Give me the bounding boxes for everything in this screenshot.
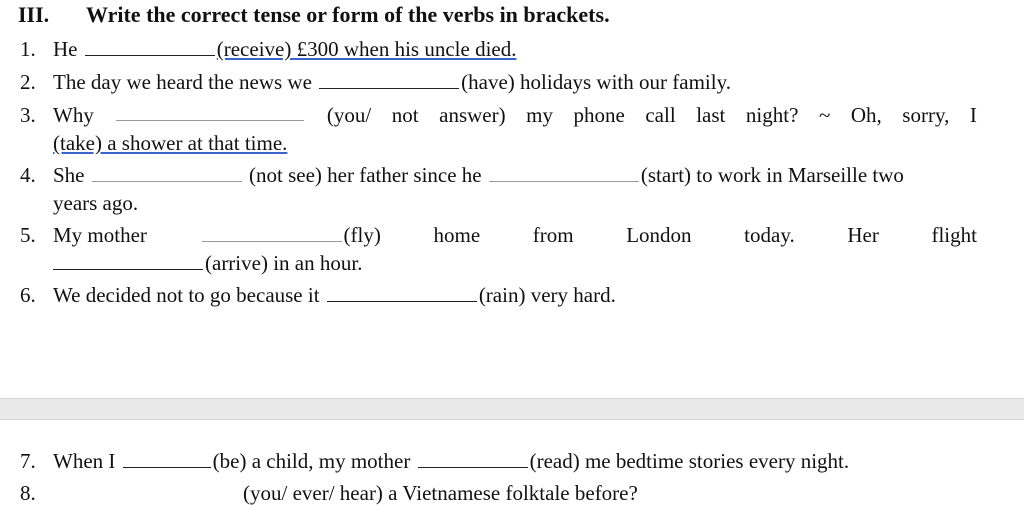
item-4-line-1: She (not see) her father since he (start) to work in Marseille two <box>53 163 904 187</box>
item-number: 6. <box>20 283 36 307</box>
answer-blank[interactable] <box>202 223 342 242</box>
item-5-line-1: My mother (fly) home from London today. Her flight <box>53 223 977 247</box>
item-3-line-2: (take) a shower at that time. <box>53 131 288 155</box>
item-8: (you/ ever/ hear) a Vietnamese folktale before? <box>243 481 638 505</box>
item-number: 2. <box>20 70 36 94</box>
answer-blank[interactable] <box>418 449 528 468</box>
worksheet-page-2 <box>0 420 1024 505</box>
answer-blank[interactable] <box>53 251 203 270</box>
answer-blank[interactable] <box>85 37 215 56</box>
answer-blank[interactable] <box>327 283 477 302</box>
item-number: 8. <box>20 481 36 505</box>
item-2: The day we heard the news we (have) holidays with our family. <box>53 70 731 94</box>
answer-blank[interactable] <box>123 449 211 468</box>
page-separator <box>0 398 1024 420</box>
item-4-line-2: years ago. <box>53 191 139 215</box>
item-number: 5. <box>20 223 36 247</box>
item-number: 1. <box>20 37 36 61</box>
answer-blank[interactable] <box>92 163 242 182</box>
item-number: 3. <box>20 103 36 127</box>
item-5-line-2: (arrive) in an hour. <box>53 250 362 276</box>
section-number: III. <box>18 2 50 27</box>
answer-blank[interactable] <box>116 102 304 121</box>
answer-blank[interactable] <box>489 163 639 182</box>
answer-blank[interactable] <box>319 70 459 89</box>
item-3-line-1: Why (you/ not answer) my phone call last night? ~ Oh, sorry, I <box>53 103 977 127</box>
section-title: Write the correct tense or form of the verbs in brackets. <box>86 2 610 27</box>
item-7: When I (be) a child, my mother (read) me bedtime stories every night. <box>53 449 850 473</box>
item-1: He (receive) £300 when his uncle died. <box>53 37 517 61</box>
item-6: We decided not to go because it (rain) very hard. <box>53 283 616 307</box>
section-heading <box>18 2 610 28</box>
item-number: 7. <box>20 449 36 473</box>
item-number: 4. <box>20 163 36 187</box>
